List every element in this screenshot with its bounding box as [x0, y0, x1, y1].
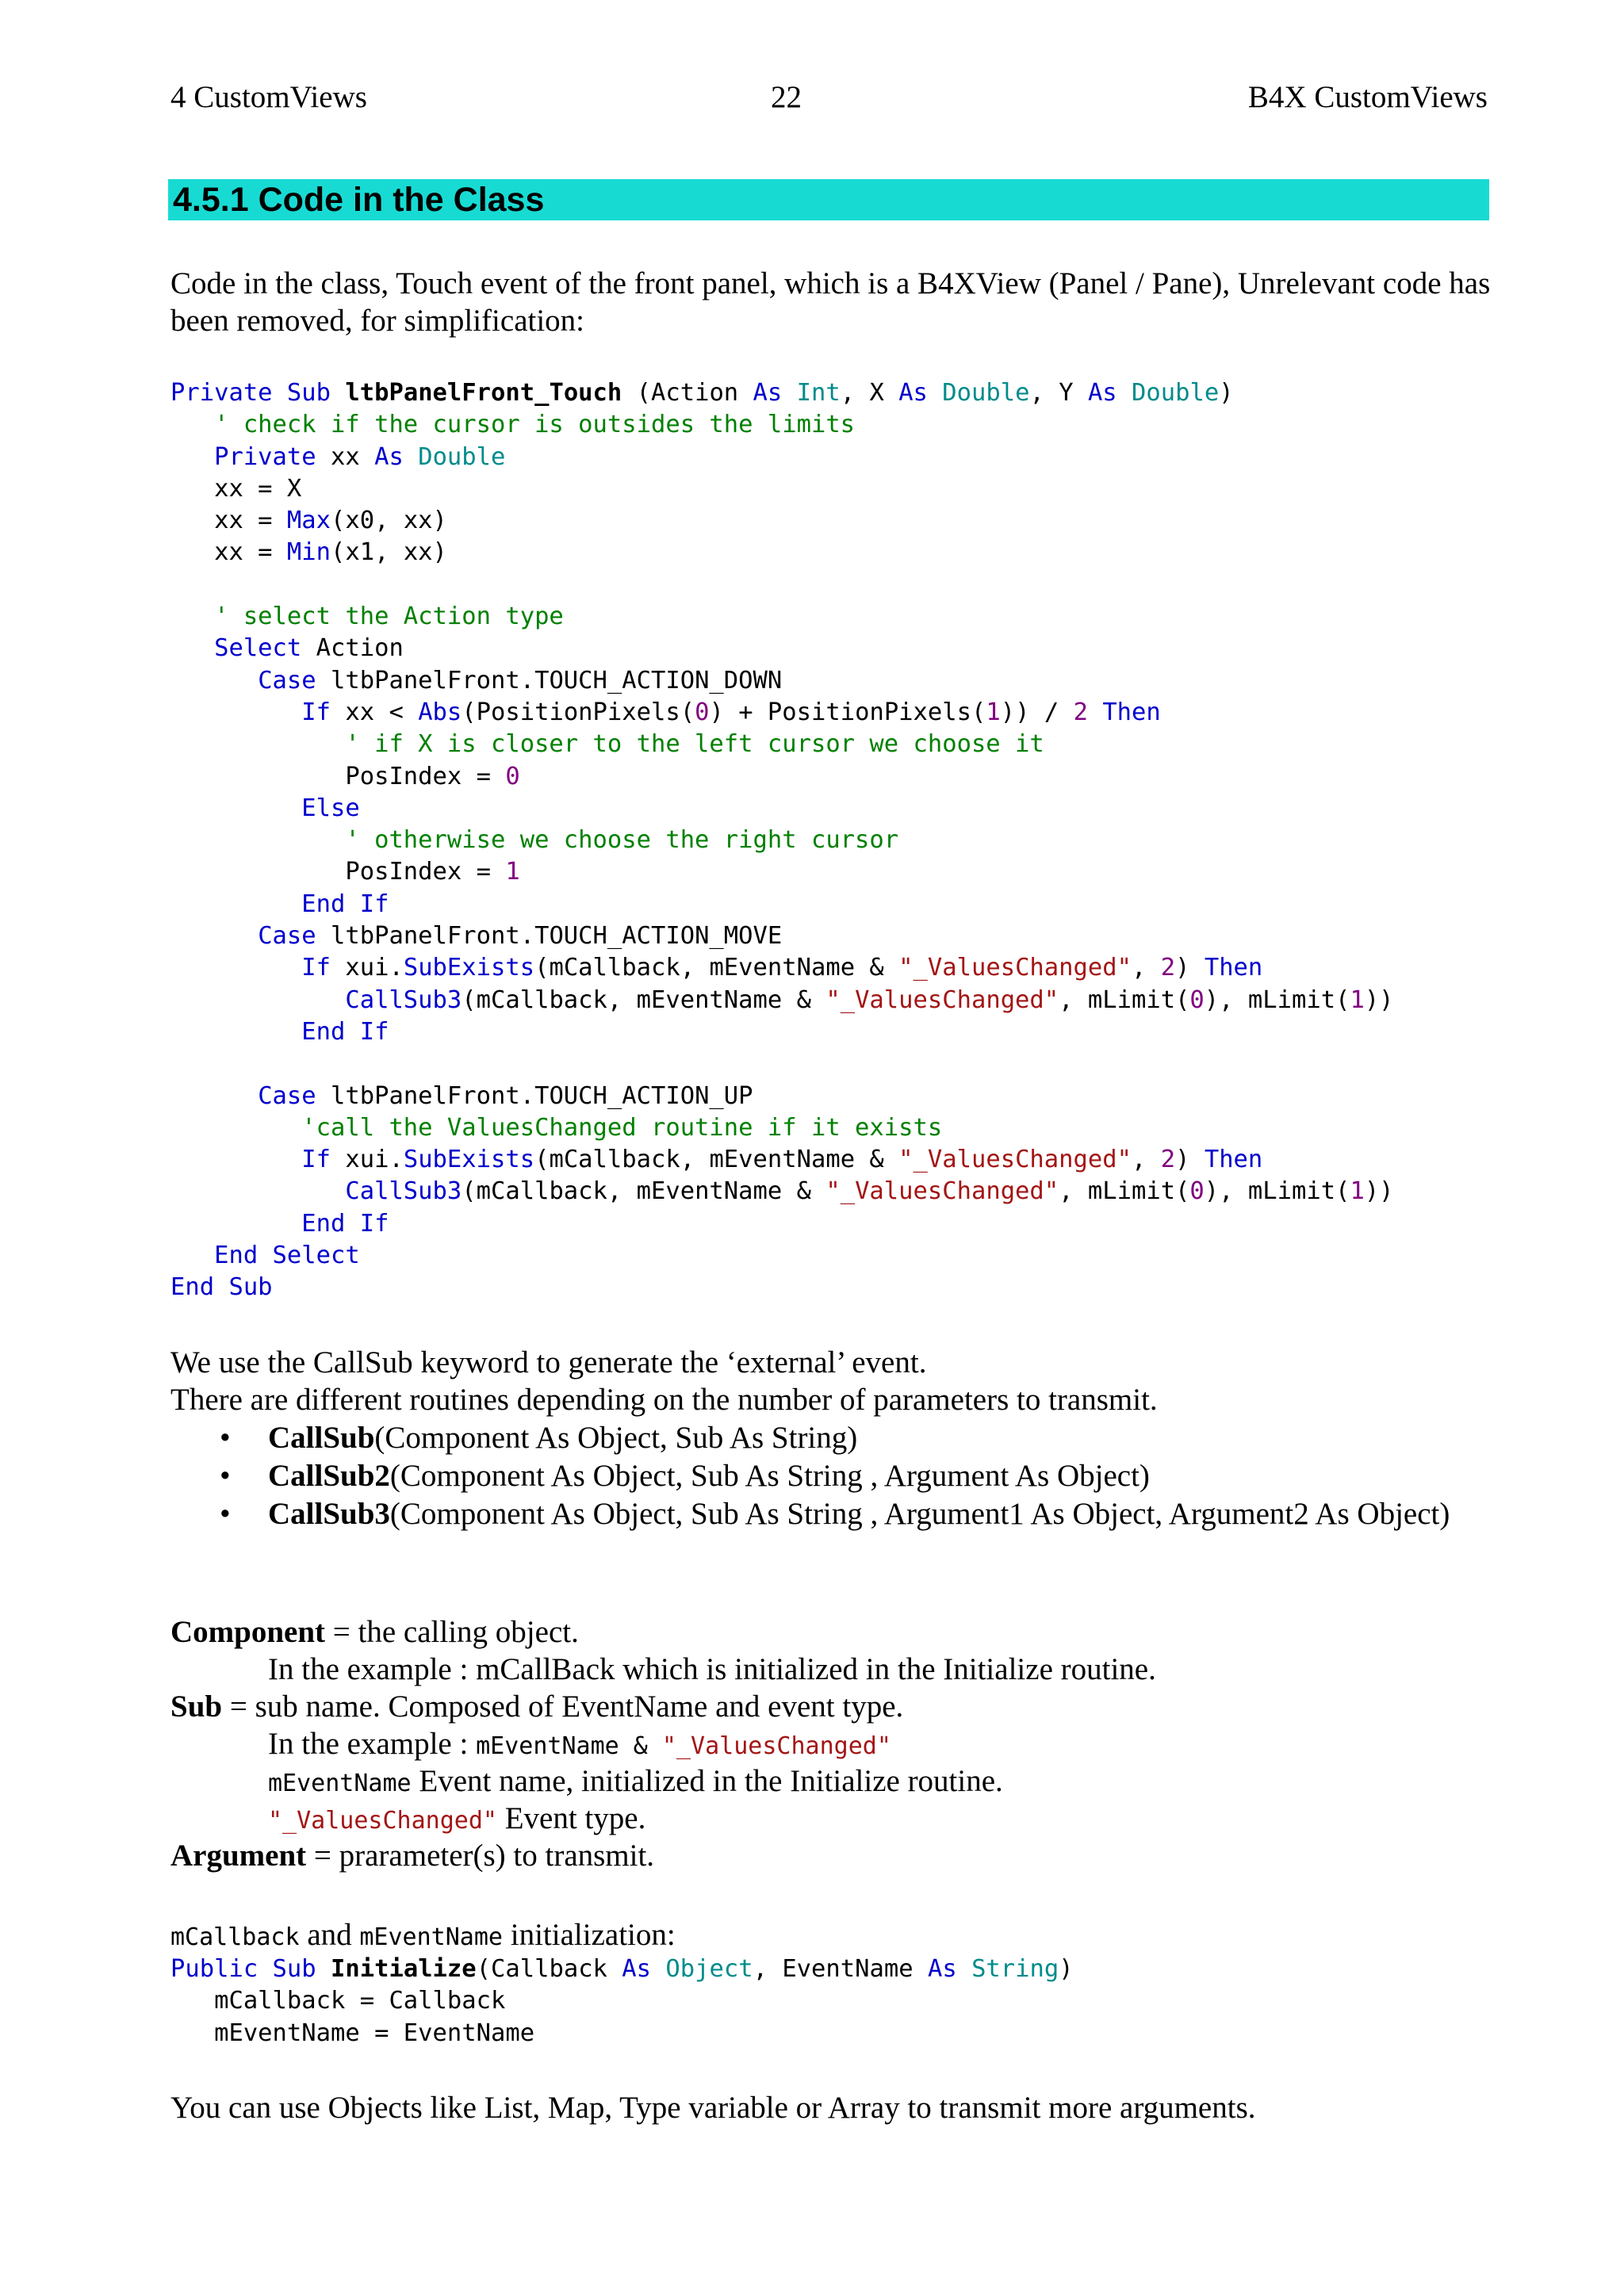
list-item [170, 1457, 1600, 1495]
list-item-text: (Component As Object, Sub As String , Argument As Object) [389, 1459, 1150, 1493]
list-item-term: CallSub2 [268, 1459, 390, 1493]
callsub-intro-line2: There are different routines depending on the number of parameters to transmit. [170, 1383, 1158, 1417]
section-title: 4.5.1 Code in the Class [173, 181, 545, 219]
list-item [170, 1419, 1600, 1457]
callsub-variants-list [170, 1419, 1600, 1533]
header-chapter: 4 CustomViews [170, 80, 367, 114]
bullet-icon: • [220, 1497, 231, 1531]
header-book-title: B4X CustomViews [1247, 80, 1488, 114]
eventtype-explanation: "_ValuesChanged" Event type. [268, 1801, 646, 1835]
list-item-term: CallSub3 [268, 1497, 390, 1531]
eventname-explanation: mEventName Event name, initialized in the Initialize routine. [268, 1764, 1003, 1798]
callsub-intro-line1: We use the CallSub keyword to generate the ‘external’ event. [170, 1345, 927, 1380]
list-item-term: CallSub [268, 1421, 375, 1455]
sub-example: In the example : mEventName & "_ValuesChanged" [268, 1727, 891, 1761]
component-example: In the example : mCallBack which is initialized in the Initialize routine. [268, 1652, 1156, 1686]
sub-definition: Sub = sub name. Composed of EventName and event type. [170, 1689, 904, 1724]
argument-definition: Argument = prarameter(s) to transmit. [170, 1839, 655, 1873]
init-intro: mCallback and mEventName initialization: [170, 1918, 676, 1952]
page-number: 22 [771, 80, 802, 114]
bullet-icon: • [220, 1459, 231, 1493]
list-item [170, 1495, 1600, 1533]
code-block-touch-sub: Private Sub ltbPanelFront_Touch (Action As Int, X As Double, Y As Double) ' check if the cursor is outsides the limits Private xx As Double xx = X xx = Max(x0, xx) xx = Min(x1, xx) ' select the Action type Select Action Case ltbPanelFront.TOUCH_ACTION_DOWN If xx < Abs(PositionPixels(0) + PositionPixels(1)) / 2 Then ' if X is closer to the left cursor we choose it PosIndex = 0 Else ' otherwise we choose the right cursor PosIndex = 1 End If Case ltbPanelFront.TOUCH_ACTION_MOVE If xui.SubExists(mCallback, mEventName & "_ValuesChanged", 2) Then CallSub3(mCallback, mEventName & "_ValuesChanged", mLimit(0), mLimit(1)) End If Case ltbPanelFront.TOUCH_ACTION_UP 'call the ValuesChanged routine if it exists If xui.SubExists(mCallback, mEventName & "_ValuesChanged", 2) Then CallSub3(mCallback, mEventName & "_ValuesChanged", mLimit(0), mLimit(1)) End If End Select End Sub [170, 379, 1394, 1302]
closing-paragraph: You can use Objects like List, Map, Type variable or Array to transmit more arguments. [170, 2091, 1256, 2125]
component-definition: Component = the calling object. [170, 1615, 579, 1649]
intro-paragraph: Code in the class, Touch event of the front panel, which is a B4XView (Panel / Pane), Unrelevant code has been removed, for simplification: [170, 266, 1491, 338]
code-block-initialize: Public Sub Initialize(Callback As Object, EventName As String) mCallback = Callback mEventName = EventName [170, 1955, 1074, 2047]
section-heading-bar [168, 179, 1489, 220]
list-item-text: (Component As Object, Sub As String , Argument1 As Object, Argument2 As Object) [389, 1497, 1450, 1531]
bullet-icon: • [220, 1421, 231, 1455]
list-item-text: (Component As Object, Sub As String) [374, 1421, 858, 1455]
